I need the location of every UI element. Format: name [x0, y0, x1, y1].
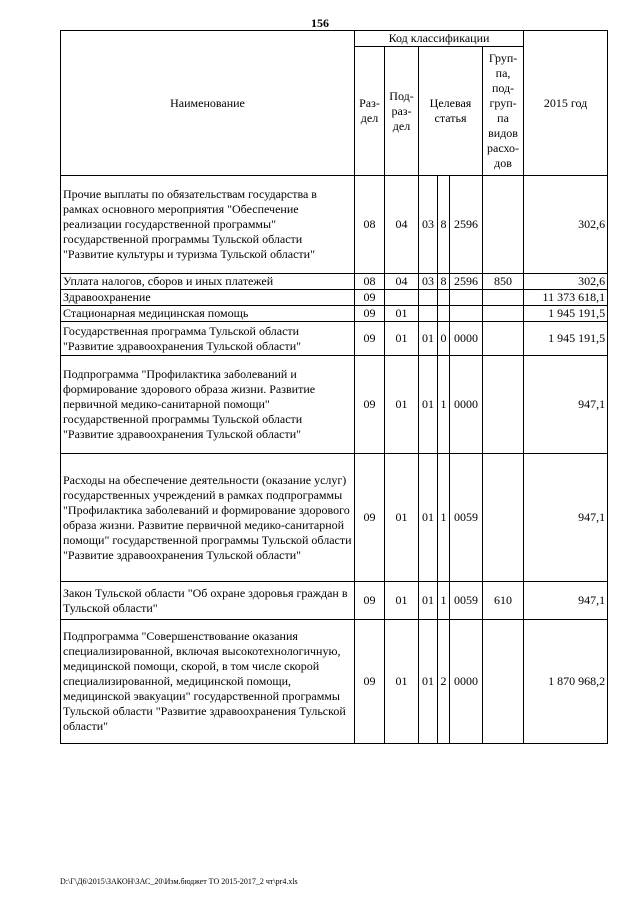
- row-cs3: 0059: [450, 454, 483, 582]
- row-cs3: [450, 306, 483, 322]
- row-podrazdel: 01: [385, 322, 419, 356]
- row-vid: [483, 176, 524, 274]
- header-name: Наименование: [61, 31, 355, 176]
- header-section: Раз- дел: [355, 47, 385, 176]
- row-cs2: [438, 290, 450, 306]
- row-podrazdel: 01: [385, 356, 419, 454]
- row-razdel: 08: [355, 274, 385, 290]
- row-cs1: 01: [419, 582, 438, 620]
- row-vid: [483, 620, 524, 744]
- row-vid: 610: [483, 582, 524, 620]
- row-vid: [483, 306, 524, 322]
- row-cs3: 0000: [450, 356, 483, 454]
- table-row: [61, 582, 608, 620]
- row-name: Подпрограмма "Совершенствование оказания специализированной, включая высокотехнологичную, медицинской помощи, скорой, в том числе скорой специализированной, медицинской помощи, медицинской эвакуации" государственной программы Тульской области "Развитие здравоохранения Тульской области": [61, 620, 355, 744]
- page-number: 156: [311, 16, 329, 30]
- row-amount: 947,1: [524, 582, 608, 620]
- row-podrazdel: 01: [385, 454, 419, 582]
- row-razdel: 09: [355, 454, 385, 582]
- row-cs1: 03: [419, 176, 438, 274]
- row-amount: 947,1: [524, 356, 608, 454]
- row-razdel: 09: [355, 322, 385, 356]
- row-cs3: 2596: [450, 274, 483, 290]
- row-name: Стационарная медицинская помощь: [61, 306, 355, 322]
- row-razdel: 09: [355, 582, 385, 620]
- table-row: [61, 176, 608, 274]
- table-row: [61, 454, 608, 582]
- row-vid: [483, 322, 524, 356]
- row-cs1: [419, 306, 438, 322]
- row-amount: 302,6: [524, 274, 608, 290]
- row-cs1: 03: [419, 274, 438, 290]
- table-row: [61, 620, 608, 744]
- row-podrazdel: 04: [385, 176, 419, 274]
- row-vid: [483, 356, 524, 454]
- row-cs3: 0000: [450, 322, 483, 356]
- row-cs1: 01: [419, 356, 438, 454]
- header-group: Груп- па, под- груп- па видов расхо- дов: [483, 47, 524, 176]
- row-razdel: 09: [355, 290, 385, 306]
- row-razdel: 09: [355, 306, 385, 322]
- row-cs1: [419, 290, 438, 306]
- row-podrazdel: 01: [385, 306, 419, 322]
- file-path-footer: D:\Г\Д6\2015\ЗАКОН\ЗАС_20\Изм.бюджет ТО 2015-2017_2 чт\pr4.xls: [60, 877, 298, 886]
- row-amount: 1 870 968,2: [524, 620, 608, 744]
- row-vid: [483, 454, 524, 582]
- table-row: [61, 290, 608, 306]
- row-name: Подпрограмма "Профилактика заболеваний и формирование здорового образа жизни. Развитие первичной медико-санитарной помощи" государственной программы Тульской области "Развитие здравоохранения Тульской области": [61, 356, 355, 454]
- row-name: Закон Тульской области "Об охране здоровья граждан в Тульской области": [61, 582, 355, 620]
- row-amount: 1 945 191,5: [524, 322, 608, 356]
- row-cs2: 8: [438, 274, 450, 290]
- row-cs3: 2596: [450, 176, 483, 274]
- row-name: Расходы на обеспечение деятельности (оказание услуг) государственных учреждений в рамках подпрограммы "Профилактика заболеваний и формирование здорового образа жизни. Развитие первичной медико-санитарной помощи" государственной программы Тульской области "Развитие здравоохранения Тульской области": [61, 454, 355, 582]
- row-amount: 302,6: [524, 176, 608, 274]
- row-vid: [483, 290, 524, 306]
- row-amount: 1 945 191,5: [524, 306, 608, 322]
- row-podrazdel: 04: [385, 274, 419, 290]
- budget-table: [60, 30, 608, 744]
- row-razdel: 09: [355, 356, 385, 454]
- row-name: Прочие выплаты по обязательствам государства в рамках основного мероприятия "Обеспечение реализации государственной программы" государственной программы Тульской области "Развитие культуры и туризма Тульской области": [61, 176, 355, 274]
- row-name: Государственная программа Тульской области "Развитие здравоохранения Тульской области": [61, 322, 355, 356]
- row-razdel: 08: [355, 176, 385, 274]
- row-name: Уплата налогов, сборов и иных платежей: [61, 274, 355, 290]
- table-row: [61, 306, 608, 322]
- table-row: [61, 322, 608, 356]
- row-cs2: 8: [438, 176, 450, 274]
- row-podrazdel: 01: [385, 620, 419, 744]
- row-cs2: [438, 306, 450, 322]
- row-cs3: [450, 290, 483, 306]
- row-cs3: 0000: [450, 620, 483, 744]
- row-podrazdel: [385, 290, 419, 306]
- row-cs3: 0059: [450, 582, 483, 620]
- header-code: Код классификации: [355, 31, 524, 47]
- header-row-top: [61, 31, 608, 47]
- row-cs2: 1: [438, 454, 450, 582]
- row-cs1: 01: [419, 620, 438, 744]
- row-cs1: 01: [419, 454, 438, 582]
- row-cs2: 1: [438, 582, 450, 620]
- header-subsection: Под- раз- дел: [385, 47, 419, 176]
- row-vid: 850: [483, 274, 524, 290]
- row-name: Здравоохранение: [61, 290, 355, 306]
- row-cs1: 01: [419, 322, 438, 356]
- row-cs2: 1: [438, 356, 450, 454]
- row-amount: 11 373 618,1: [524, 290, 608, 306]
- row-amount: 947,1: [524, 454, 608, 582]
- row-razdel: 09: [355, 620, 385, 744]
- row-podrazdel: 01: [385, 582, 419, 620]
- header-year: 2015 год: [524, 31, 608, 176]
- row-cs2: 2: [438, 620, 450, 744]
- row-cs2: 0: [438, 322, 450, 356]
- table-row: [61, 274, 608, 290]
- table-row: [61, 356, 608, 454]
- header-target: Целевая статья: [419, 47, 483, 176]
